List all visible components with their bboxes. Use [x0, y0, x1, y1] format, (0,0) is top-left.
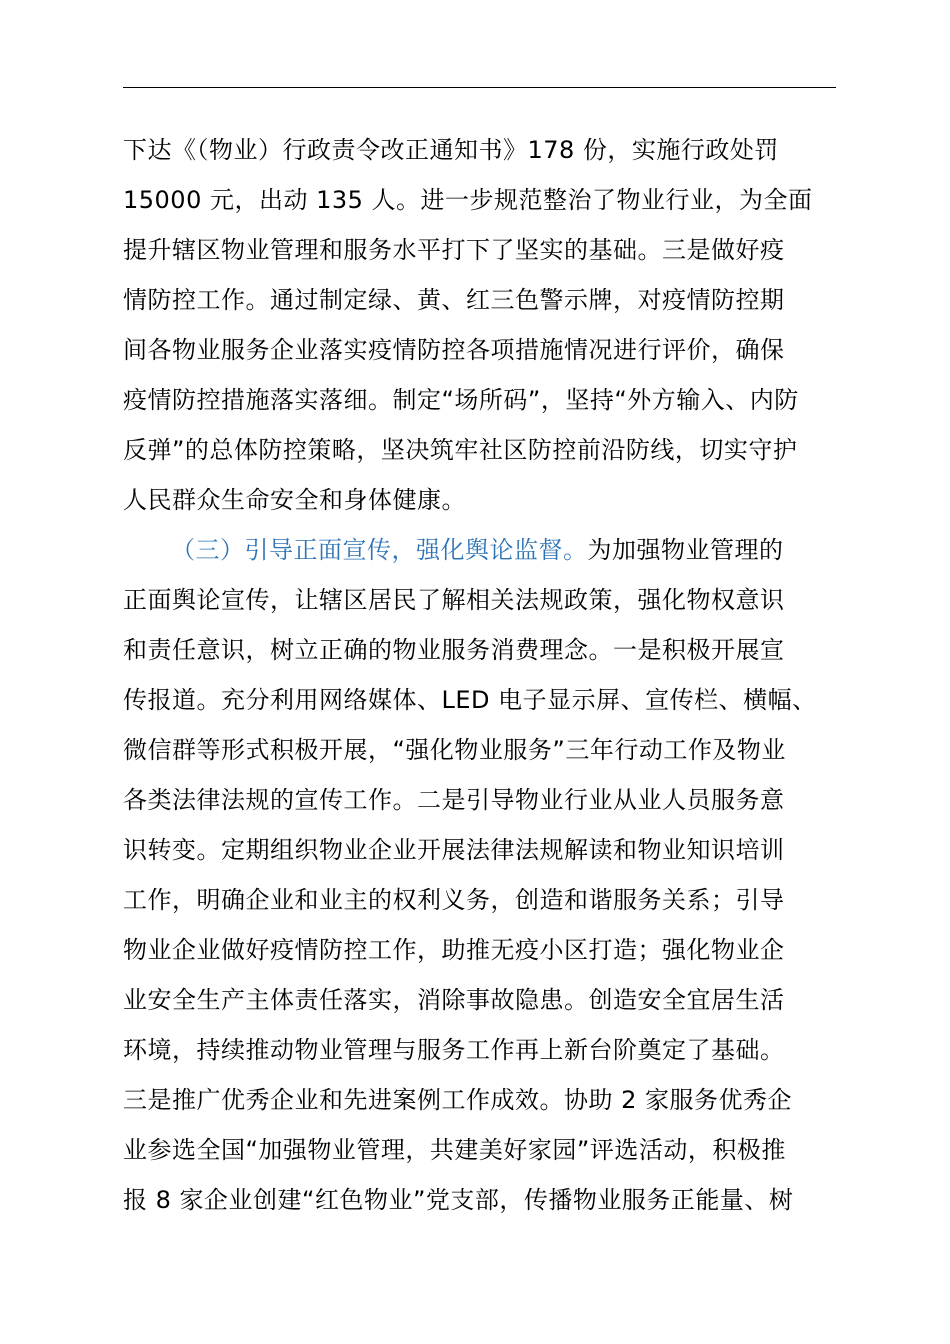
text-line: 和责任意识，树立正确的物业服务消费理念。一是积极开展宣 — [123, 636, 785, 664]
text-line: 间各物业服务企业落实疫情防控各项措施情况进行评价，确保 — [123, 336, 785, 364]
text-line: 物业企业做好疫情防控工作，助推无疫小区打造；强化物业企 — [123, 936, 785, 964]
text-line: 人民群众生命安全和身体健康。 — [123, 486, 466, 514]
text-line: 各类法律法规的宣传工作。二是引导物业行业从业人员服务意 — [123, 786, 785, 814]
text-line: 下达《（物业）行政责令改正通知书》178 份，实施行政处罚 — [123, 136, 779, 164]
text-line: 情防控工作。通过制定绿、黄、红三色警示牌，对疫情防控期 — [123, 286, 785, 314]
text-line: 报 8 家企业创建“红色物业”党支部，传播物业服务正能量、树 — [123, 1186, 794, 1214]
text-line: 业参选全国“加强物业管理，共建美好家园”评选活动，积极推 — [123, 1136, 786, 1164]
body-text — [123, 125, 863, 1225]
text-line: 微信群等形式积极开展，“强化物业服务”三年行动工作及物业 — [123, 736, 786, 764]
text-line: 传报道。充分利用网络媒体、LED 电子显示屏、宣传栏、横幅、 — [123, 686, 817, 714]
header-rule — [123, 87, 836, 88]
section-3-first-line — [123, 525, 863, 575]
text-line: 识转变。定期组织物业企业开展法律法规解读和物业知识培训 — [123, 836, 785, 864]
text-line: 三是推广优秀企业和先进案例工作成效。协助 2 家服务优秀企 — [123, 1086, 793, 1114]
text-line: 15000 元，出动 135 人。进一步规范整治了物业行业，为全面 — [123, 186, 813, 214]
text-line: 工作，明确企业和业主的权利义务，创造和谐服务关系；引导 — [123, 886, 785, 914]
text-line: 正面舆论宣传，让辖区居民了解相关法规政策，强化物权意识 — [123, 586, 785, 614]
text-line: 疫情防控措施落实落细。制定“场所码”，坚持“外方输入、内防 — [123, 386, 799, 414]
section-3-lead-text: 为加强物业管理的 — [587, 536, 784, 564]
text-line: 反弹”的总体防控策略，坚决筑牢社区防控前沿防线，切实守护 — [123, 436, 798, 464]
section-3-heading: （三）引导正面宣传，强化舆论监督。 — [171, 536, 588, 564]
text-line: 环境，持续推动物业管理与服务工作再上新台阶奠定了基础。 — [123, 1036, 785, 1064]
text-line: 业安全生产主体责任落实，消除事故隐患。创造安全宜居生活 — [123, 986, 785, 1014]
text-line: 提升辖区物业管理和服务水平打下了坚实的基础。三是做好疫 — [123, 236, 785, 264]
